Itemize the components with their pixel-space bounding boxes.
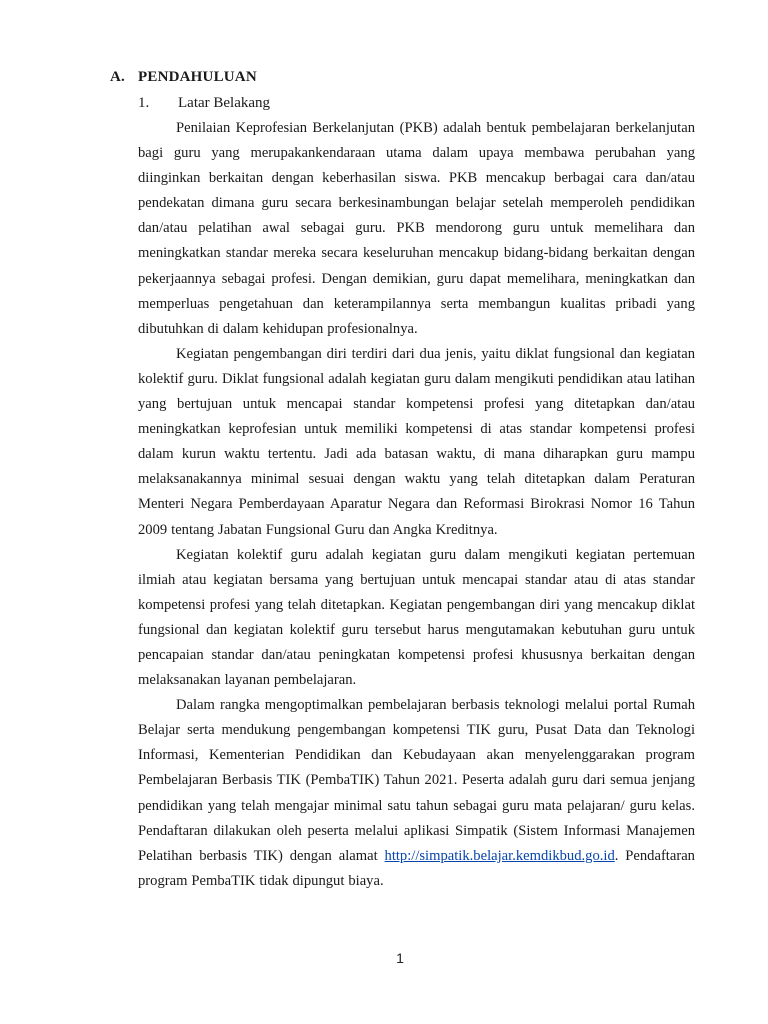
- subsection-title: Latar Belakang: [178, 95, 271, 111]
- paragraph-pembatik: [138, 693, 695, 894]
- document-body: [138, 116, 695, 894]
- paragraph-pengembangan-diri: Kegiatan pengembangan diri terdiri dari dua jenis, yaitu diklat fungsional dan kegiatan kolektif guru. Diklat fungsional adalah kegiatan guru dalam mengikuti pendidikan atau latihan yang bertujuan untuk mencapai standar kompetensi profesi yang ditetapkan dan/atau meningkatkan keprofesian untuk memiliki kompetensi di atas standar kompetensi profesi dalam kurun waktu tertentu. Jadi ada batasan waktu, di mana diharapkan guru mampu melaksanakannya minimal sesuai dengan waktu yang telah ditetapkan dalam Peraturan Menteri Negara Pemberdayaan Aparatur Negara dan Reformasi Birokrasi Nomor 16 Tahun 2009 tentang Jabatan Fungsional Guru dan Angka Kreditnya.: [138, 345, 695, 538]
- subsection-number: 1.: [138, 95, 150, 111]
- section-number: A.: [110, 69, 125, 85]
- section-title: PENDAHULUAN: [138, 69, 257, 85]
- paragraph-kegiatan-kolektif: Kegiatan kolektif guru adalah kegiatan guru dalam mengikuti kegiatan pertemuan ilmiah atau kegiatan bersama yang bertujuan untuk mencapai standar atau di atas standar kompetensi profesi yang telah ditetapkan. Kegiatan pengembangan diri yang mencakup diklat fungsional dan kegiatan kolektif guru tersebut harus mengutamakan kebutuhan guru untuk pencapaian standar dan/atau peningkatan kompetensi profesi khususnya berkaitan dengan melaksanakan layanan pembelajaran.: [138, 546, 695, 689]
- paragraph-pembatik-text: Dalam rangka mengoptimalkan pembelajaran berbasis teknologi melalui portal Rumah Belajar serta mendukung pengembangan kompetensi TIK guru, Pusat Data dan Teknologi Informasi, Kementerian Pendidikan dan Kebudayaan akan menyelenggarakan program Pembelajaran Berbasis TIK (PembaTIK) Tahun 2021. Peserta adalah guru dari semua jenjang pendidikan yang telah mengajar minimal satu tahun sebagai guru mata pelajaran/ guru kelas. Pendaftaran dilakukan oleh peserta melalui aplikasi Simpatik (Sistem Informasi Manajemen Pelatihan berbasis TIK) dengan alamat: [138, 697, 695, 864]
- page-number: 1: [396, 950, 404, 966]
- section-heading: [110, 66, 257, 88]
- subsection-heading: [138, 92, 270, 114]
- paragraph-pkb: Penilaian Keprofesian Berkelanjutan (PKB) adalah bentuk pembelajaran berkelanjutan bagi guru yang merupakankendaraan utama dalam upaya membawa perubahan yang diinginkan berkaitan dengan keberhasilan siswa. PKB mencakup berbagai cara dan/atau pendekatan dimana guru secara berkesinambungan belajar setelah memperoleh pendidikan dan/atau pelatihan awal sebagai guru. PKB mendorong guru untuk memelihara dan meningkatkan standar mereka secara keseluruhan mencakup bidang-bidang berkaitan dengan pekerjaannya sebagai profesi. Dengan demikian, guru dapat memelihara, meningkatkan dan memperluas pengetahuan dan keterampilannya serta membangun kualitas pribadi yang dibutuhkan di dalam kehidupan profesionalnya.: [138, 120, 695, 337]
- simpatik-link[interactable]: http://simpatik.belajar.kemdikbud.go.id: [384, 847, 615, 864]
- paragraph-pembatik-tail: . Pendaftaran program PembaTIK tidak dipungut biaya.: [138, 847, 695, 889]
